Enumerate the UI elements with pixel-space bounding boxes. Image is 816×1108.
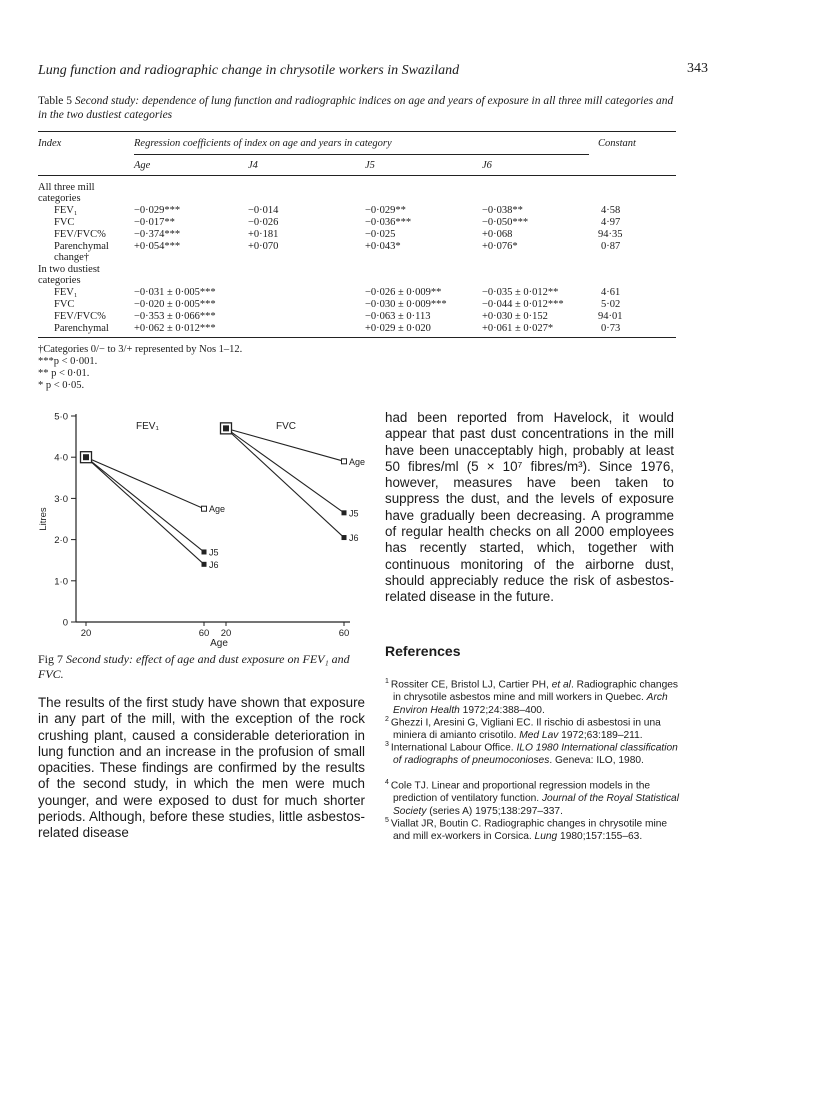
series-line (86, 457, 204, 564)
table-footnote: ** p < 0·01. (38, 368, 90, 379)
series-label: J5 (349, 508, 359, 519)
row-index: FEV₁ (54, 287, 78, 298)
cell-age: −0·017** (134, 217, 175, 228)
series-line (86, 457, 204, 509)
cell-j4: +0·181 (248, 229, 279, 240)
reference-number: 4 (385, 779, 389, 786)
series-end-marker (342, 535, 347, 540)
cell-constant: 94·01 (598, 311, 623, 322)
cell-j6: +0·061 ± 0·027* (482, 323, 554, 334)
series-end-marker (202, 562, 207, 567)
row-index: FEV₁ (54, 205, 78, 216)
start-marker-inner (83, 454, 89, 460)
reference-text: 1972;24:388–400. (459, 704, 545, 716)
table-label: Table 5 (38, 95, 73, 107)
table-caption (38, 94, 678, 122)
cell-j5: −0·026 ± 0·009** (365, 287, 442, 298)
reference-item (385, 739, 681, 768)
row-index: FEV/FVC% (54, 229, 106, 240)
reference-number: 1 (385, 678, 389, 685)
figure-label: Fig 7 (38, 652, 64, 666)
col-index-header: Index (38, 138, 62, 149)
col-j5-header: J5 (365, 160, 375, 171)
y-tick-label: 2·0 (54, 535, 68, 547)
row-index: Parenchymal (54, 323, 109, 334)
table-footnote: †Categories 0/− to 3/+ represented by Nos 1–12. (38, 344, 243, 355)
y-tick-label: 0 (62, 617, 68, 629)
group-label: In two dustiest (38, 264, 100, 275)
series-label: Age (349, 456, 366, 467)
cell-age: +0·054*** (134, 241, 181, 252)
reference-text: Viallat JR, Boutin C. Radiographic changes in chrysotile mine and mill ex-workers in Corsica. (390, 818, 668, 842)
row-index: Parenchymal (54, 241, 109, 252)
series-label: J6 (349, 533, 359, 544)
figure-chart (30, 405, 370, 650)
reference-text: . Radiographic changes in chrysotile asbestos mine and mill workers in Quebec. (393, 679, 678, 703)
cell-constant: 4·97 (601, 217, 621, 228)
x-tick-label: 20 (220, 628, 232, 639)
reference-journal: Journal of the Royal Statistical Society (393, 792, 679, 817)
series-label: J5 (209, 547, 219, 558)
panel-title: FVC (276, 421, 296, 432)
reference-number: 2 (385, 716, 389, 723)
cell-constant: 4·61 (601, 287, 621, 298)
table-group-rule (134, 154, 589, 155)
x-axis-label: Age (210, 638, 228, 649)
series-end-marker (342, 459, 347, 464)
cell-j5: +0·029 ± 0·020 (365, 323, 431, 334)
y-tick-label: 1·0 (54, 576, 68, 588)
reference-journal: Lung (534, 830, 558, 842)
group-label: categories (38, 193, 81, 204)
cell-j6: −0·044 ± 0·012*** (482, 299, 564, 310)
series-label: Age (209, 504, 226, 515)
col-group-header: Regression coefficients of index on age and years in category (134, 138, 392, 149)
table-footnote: * p < 0·05. (38, 380, 85, 391)
reference-journal: ILO 1980 International classification of radiographs of pneumoconioses (393, 742, 678, 766)
cell-age: −0·374*** (134, 229, 181, 240)
cell-j6: −0·038** (482, 205, 523, 216)
cell-constant: 4·58 (601, 205, 621, 216)
y-axis-label: Litres (38, 507, 49, 531)
table-bottom-rule (38, 337, 676, 338)
cell-j5: −0·063 ± 0·113 (365, 311, 431, 322)
row-index: FEV/FVC% (54, 311, 106, 322)
page-number: 343 (687, 61, 708, 76)
series-end-marker (202, 506, 207, 511)
reference-text: 1972;63:189–211. (558, 729, 643, 741)
reference-italic: et al (551, 679, 571, 691)
reference-item (385, 676, 681, 717)
cell-age: −0·020 ± 0·005*** (134, 299, 216, 310)
row-index: FVC (54, 217, 75, 228)
panel-title: FEV₁ (136, 421, 159, 432)
cell-constant: 0·87 (601, 241, 621, 252)
reference-text: 1980;157:155–63. (557, 830, 643, 842)
x-tick-label: 60 (198, 628, 210, 639)
y-tick-label: 4·0 (54, 452, 68, 464)
col-j4-header: J4 (248, 160, 258, 171)
group-label: All three mill (38, 182, 95, 193)
reference-item (385, 815, 681, 844)
series-end-marker (342, 510, 347, 515)
cell-j4: −0·026 (248, 217, 279, 228)
x-tick-label: 60 (338, 628, 350, 639)
series-label: J6 (209, 559, 219, 570)
cell-j5: −0·030 ± 0·009*** (365, 299, 447, 310)
series-line (86, 457, 204, 552)
cell-j5: −0·036*** (365, 217, 412, 228)
x-tick-label: 20 (80, 628, 92, 639)
series-line (226, 428, 344, 512)
y-tick-label: 3·0 (54, 493, 68, 505)
running-title: Lung function and radiographic change in chrysotile workers in Swaziland (38, 63, 460, 78)
reference-number: 3 (385, 741, 389, 748)
reference-item (385, 777, 681, 818)
reference-text: (series A) 1975;138:297–337. (426, 805, 563, 817)
body-paragraph-right: had been reported from Havelock, it would appear that past dust concentrations in the mill have been unacceptably high, probably at least 50 fibres/ml (5 × 10⁷ fibres/m³). Since 1976, however, measures have been taken to suppress the dust, and the levels of exposure have gradually been decreasing. A programme of regular health checks on all 2000 employees has recently started, which, together with continuous monitoring of the airborne dust, should appreciably reduce the risk of asbestos-related disease in the future. (385, 410, 674, 605)
col-age-header: Age (134, 160, 151, 171)
table-header-rule (38, 175, 676, 176)
table-caption-text: Second study: dependence of lung function and radiographic indices on age and years of exposure in all three mill categories and in the two dustiest categories (38, 95, 674, 121)
reference-text: International Labour Office. (390, 742, 517, 754)
cell-age: +0·062 ± 0·012*** (134, 323, 216, 334)
cell-j6: −0·035 ± 0·012** (482, 287, 559, 298)
cell-age: −0·353 ± 0·066*** (134, 311, 216, 322)
cell-age: −0·029*** (134, 205, 181, 216)
cell-j5: +0·043* (365, 241, 401, 252)
cell-constant: 94·35 (598, 229, 623, 240)
reference-number: 5 (385, 817, 389, 824)
reference-text: Ghezzi I, Aresini G, Vigliani EC. Il rischio di asbestosi in una miniera di amianto crisotilo. (390, 717, 661, 741)
figure-caption (38, 652, 363, 682)
reference-text: Cole TJ. Linear and proportional regression models in the prediction of ventilatory function. (390, 780, 651, 804)
figure-caption-text: Second study: effect of age and dust exposure on FEV₁ and FVC. (38, 652, 350, 681)
cell-j6: −0·050*** (482, 217, 529, 228)
table-footnote: ***p < 0·001. (38, 356, 98, 367)
cell-j4: +0·070 (248, 241, 279, 252)
table-top-rule (38, 131, 676, 132)
cell-constant: 0·73 (601, 323, 621, 334)
start-marker-inner (223, 425, 229, 431)
y-tick-label: 5·0 (54, 411, 68, 423)
cell-j5: −0·029** (365, 205, 406, 216)
cell-j5: −0·025 (365, 229, 396, 240)
cell-j6: +0·068 (482, 229, 513, 240)
reference-journal: Arch Environ Health (393, 691, 668, 716)
reference-journal: Med Lav (519, 729, 559, 741)
body-paragraph-left: The results of the first study have shown that exposure in any part of the mill, with the exception of the rock crushing plant, caused a considerable deterioration in lung function and an increase in the profusion of small opacities. These findings are confirmed by the results of the second study, in which the men were much younger, and were exposed to dust for much shorter periods. Although, before these studies, little asbestos-related disease (38, 695, 365, 841)
series-end-marker (202, 549, 207, 554)
group-label: categories (38, 275, 81, 286)
cell-constant: 5·02 (601, 299, 621, 310)
row-index: FVC (54, 299, 75, 310)
col-j6-header: J6 (482, 160, 492, 171)
cell-j6: +0·076* (482, 241, 518, 252)
cell-j4: −0·014 (248, 205, 279, 216)
reference-text: Rossiter CE, Bristol LJ, Cartier PH, (390, 679, 552, 691)
cell-j6: +0·030 ± 0·152 (482, 311, 548, 322)
reference-text: . Geneva: ILO, 1980. (549, 754, 644, 766)
cell-age: −0·031 ± 0·005*** (134, 287, 216, 298)
col-constant-header: Constant (598, 138, 636, 149)
row-index-cont: change† (54, 252, 89, 263)
references-heading: References (385, 643, 461, 659)
